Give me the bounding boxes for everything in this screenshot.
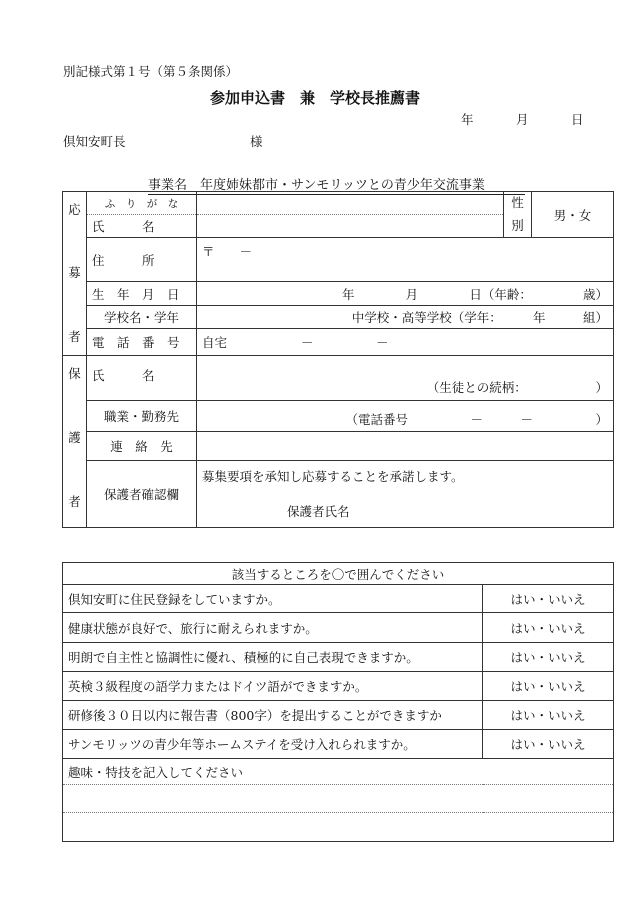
question-answer[interactable]: はい・いいえ	[483, 672, 614, 701]
question-answer[interactable]: はい・いいえ	[483, 730, 614, 759]
hobby-input-line[interactable]	[63, 785, 614, 813]
gender-label: 性 別	[504, 192, 532, 238]
question-text: 健康状態が良好で、旅行に耐えられますか。	[63, 613, 483, 643]
address-label: 住 所	[87, 238, 197, 282]
guardian-contact-input[interactable]	[197, 432, 614, 461]
furigana-input[interactable]	[197, 192, 504, 215]
applicant-section-label: 応 募 者	[63, 192, 87, 356]
date-month: 月	[516, 112, 529, 127]
question-text: 倶知安町に住民登録をしていますか。	[63, 585, 483, 613]
birth-day-age: 日（年齢：	[469, 286, 532, 302]
project-label: 事業名	[148, 178, 188, 193]
page-title: 参加申込書 兼 学校長推薦書	[209, 89, 420, 107]
guardian-signature-label: 保護者氏名	[287, 504, 350, 519]
question-text: 明朗で自主性と協調性に優れ、積極的に自己表現できますか。	[63, 643, 483, 672]
applicant-name-input[interactable]	[197, 215, 504, 238]
address-input[interactable]	[197, 238, 614, 282]
addressee: 倶知安町長	[63, 134, 126, 149]
guardian-section-label: 保 護 者	[63, 356, 87, 528]
guardian-job-label: 職業・勤務先	[87, 401, 197, 432]
project-name: 年度姉妹都市・サンモリッツとの青少年交流事業	[200, 178, 485, 193]
form-reference: 別記様式第１号（第５条関係）	[63, 64, 239, 79]
guardian-contact-label: 連 絡 先	[87, 432, 197, 461]
questions-header: 該当するところを〇で囲んでください	[63, 563, 614, 585]
addressee-honorific: 様	[250, 134, 263, 149]
phone-format: － －	[301, 335, 389, 350]
phone-home-label: 自宅	[202, 335, 228, 350]
question-text: 英検３級程度の語学力またはドイツ語ができますか。	[63, 672, 483, 701]
question-answer[interactable]: はい・いいえ	[483, 613, 614, 643]
guardian-job-phone: （電話番号 － － ）	[345, 412, 608, 427]
date-year: 年	[461, 112, 474, 127]
guardian-name-label: 氏 名	[87, 356, 197, 401]
question-answer[interactable]: はい・いいえ	[483, 585, 614, 613]
birth-year: 年	[342, 286, 355, 302]
guardian-job-input[interactable]	[197, 401, 614, 432]
phone-input[interactable]	[197, 329, 614, 356]
applicant-name-label: 氏 名	[87, 215, 197, 238]
school-value: 中学校・高等学校（学年： 年 組）	[351, 310, 608, 325]
hobby-label: 趣味・特技を記入してください	[63, 759, 614, 785]
birth-input[interactable]	[197, 282, 614, 306]
question-text: サンモリッツの青少年等ホームステイを受け入れられますか。	[63, 730, 483, 759]
questions-table	[62, 562, 614, 842]
school-input[interactable]	[197, 306, 614, 329]
question-text: 研修後３０日以内に報告書（800字）を提出することができますか	[63, 701, 483, 730]
guardian-confirm-text: 募集要項を承知し応募することを承諾します。	[202, 469, 464, 484]
gender-options[interactable]: 男・女	[532, 192, 614, 238]
date-day: 日	[571, 112, 584, 127]
question-answer[interactable]: はい・いいえ	[483, 701, 614, 730]
guardian-relation: （生徒との続柄： ）	[426, 380, 608, 395]
school-label: 学校名・学年	[87, 306, 197, 329]
furigana-label: ふ り が な	[87, 192, 197, 215]
hobby-input-line[interactable]	[63, 813, 614, 842]
applicant-guardian-table	[62, 191, 614, 528]
guardian-name-input[interactable]	[197, 356, 614, 401]
birth-month: 月	[405, 286, 419, 302]
guardian-confirm-label: 保護者確認欄	[87, 461, 197, 528]
birth-age-unit: 歳）	[582, 286, 608, 302]
question-answer[interactable]: はい・いいえ	[483, 643, 614, 672]
birth-label: 生 年 月 日	[87, 282, 197, 306]
guardian-confirm-box[interactable]	[197, 461, 614, 528]
postal-mark: 〒 －	[202, 244, 253, 259]
phone-label: 電 話 番 号	[87, 329, 197, 356]
